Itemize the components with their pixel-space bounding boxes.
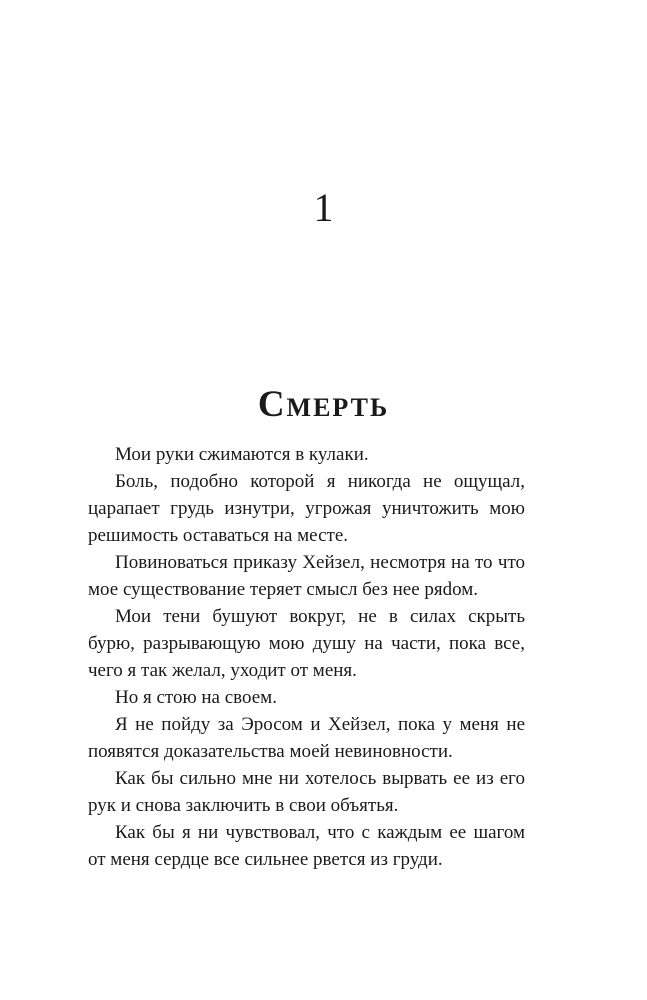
paragraph: Как бы сильно мне ни хотелось вырвать ее из его рук и снова заключить в свои объятья.	[88, 768, 525, 816]
chapter-title: Смерть	[257, 384, 390, 425]
paragraph: Боль, подобно которой я никогда не ощущал, царапает грудь изнутри, угрожая уничтожить мою решимость оставаться на месте.	[88, 471, 525, 546]
chapter-body	[88, 441, 525, 873]
paragraph: Мои руки сжимаются в кулаки.	[115, 444, 369, 465]
paragraph: Но я стою на своем.	[115, 687, 277, 708]
paragraph: Как бы я ни чувствовал, что с каждым ее шагом от меня сердце все сильнее рвется из груди.	[88, 822, 525, 870]
chapter-number: 1	[313, 185, 334, 230]
paragraph: Я не пойду за Эросом и Хейзел, пока у меня не появятся доказательства моей невиновности.	[88, 714, 525, 762]
paragraph: Мои тени бушуют вокруг, не в силах скрыть бурю, разрывающую мою душу на части, пока все, чего я так желал, уходит от меня.	[88, 606, 525, 681]
paragraph: Повиноваться приказу Хейзел, несмотря на то что мое существование теряет смысл без нее ряdом.	[88, 552, 525, 600]
